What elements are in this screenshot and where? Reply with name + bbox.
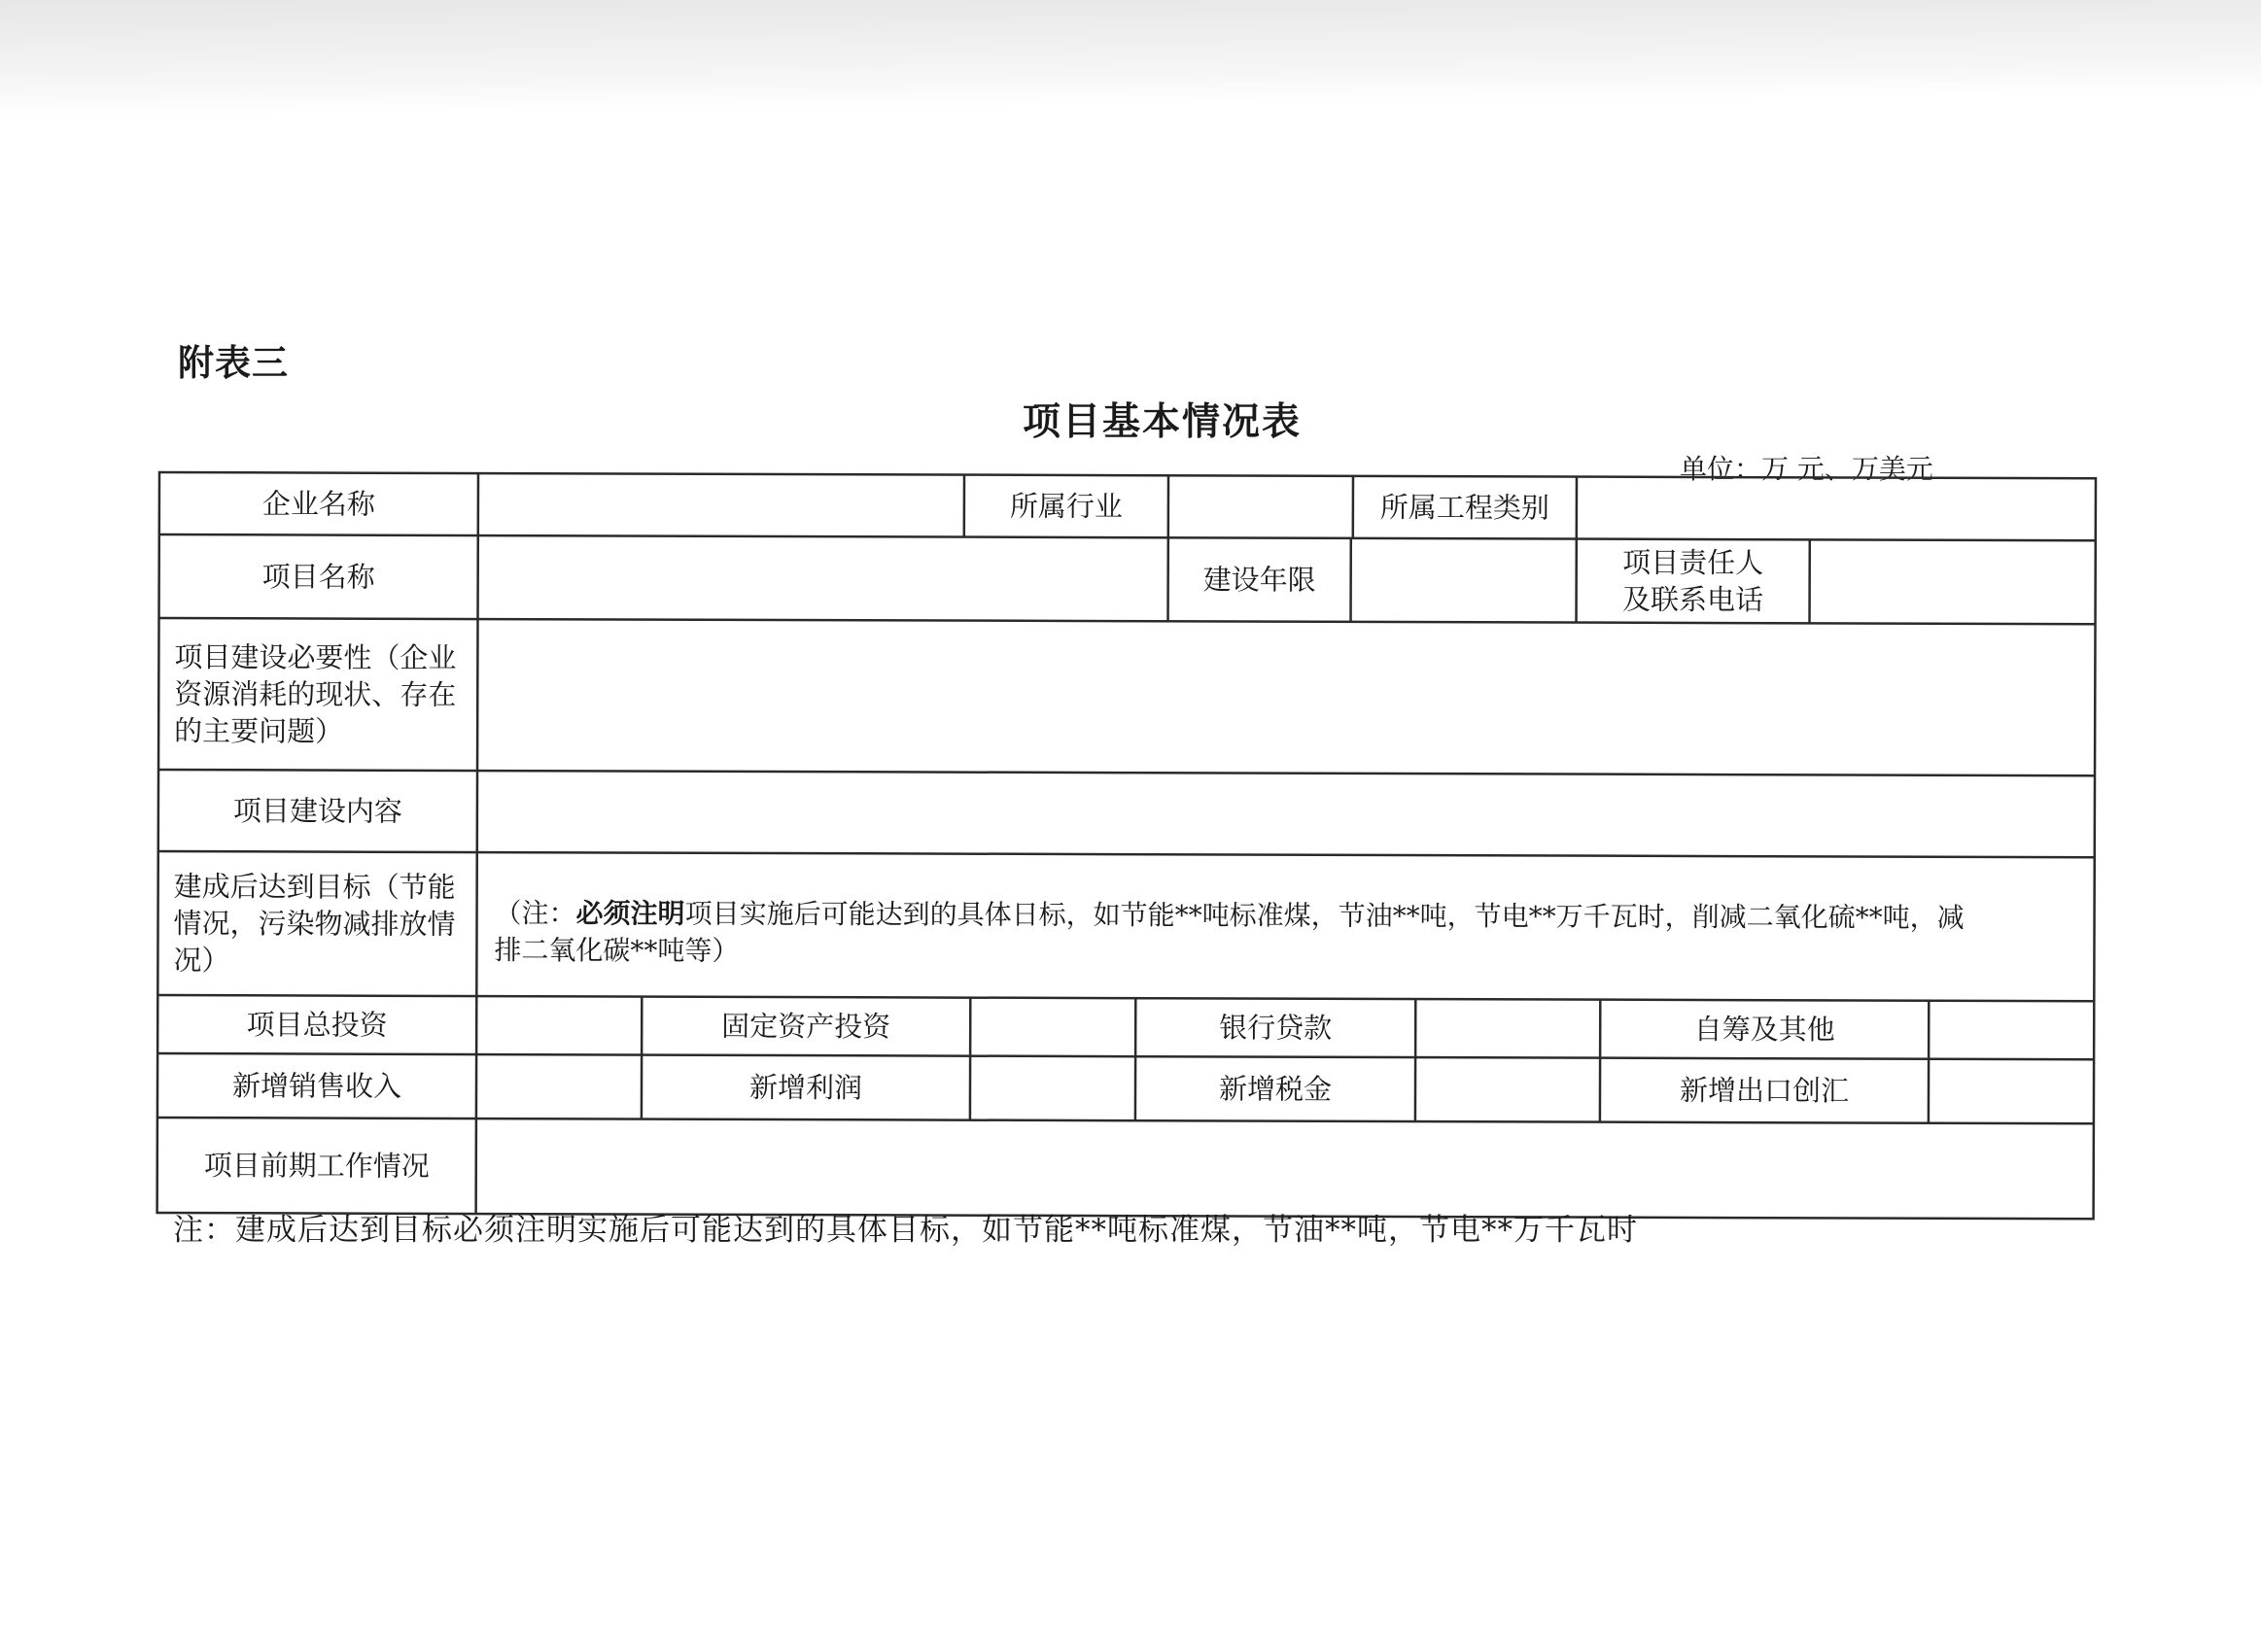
target-label bbox=[157, 851, 476, 996]
fixed-assets-label: 固定资产投资 bbox=[721, 1009, 891, 1044]
responsible-person-value[interactable] bbox=[1810, 539, 2096, 624]
company-name-value[interactable] bbox=[478, 473, 964, 537]
engineering-category-value[interactable] bbox=[1577, 477, 2096, 541]
appendix-label: 附表三 bbox=[178, 341, 289, 384]
preliminary-work-value[interactable] bbox=[476, 1119, 2094, 1219]
project-info-table bbox=[156, 470, 2102, 1224]
necessity-label-line1: 项目建设必要性（企业 bbox=[174, 640, 457, 674]
new-sales-value[interactable] bbox=[476, 1054, 642, 1119]
build-period-label: 建设年限 bbox=[1202, 563, 1316, 597]
unit-label: 单位：万 元、万美元 bbox=[1680, 453, 1933, 485]
project-name-value[interactable] bbox=[478, 535, 1168, 621]
new-profit-value[interactable] bbox=[970, 1056, 1135, 1121]
necessity-label-line3: 的主要问题） bbox=[174, 714, 344, 748]
industry-label: 所属行业 bbox=[1009, 489, 1123, 524]
target-note-prefix: （注： bbox=[494, 897, 576, 930]
self-raised-value[interactable] bbox=[1929, 1001, 2094, 1060]
footnote: 注：建成后达到目标必须注明实施后可能达到的具体目标，如节能**吨标准煤，节油**吨，节电**万千瓦时 bbox=[173, 1213, 1638, 1248]
necessity-value[interactable] bbox=[477, 619, 2095, 775]
form-title: 项目基本情况表 bbox=[1023, 399, 1303, 444]
new-profit-label: 新增利润 bbox=[748, 1070, 863, 1105]
construction-content-label: 项目建设内容 bbox=[232, 794, 402, 828]
responsible-person-label-line1: 项目责任人 bbox=[1622, 545, 1764, 580]
fixed-assets-value[interactable] bbox=[970, 998, 1135, 1057]
preliminary-work-label: 项目前期工作情况 bbox=[203, 1149, 430, 1183]
new-tax-label: 新增税金 bbox=[1218, 1072, 1333, 1106]
necessity-label-line2: 资源消耗的现状、存在 bbox=[174, 677, 457, 711]
target-label-line1: 建成后达到目标（节能 bbox=[173, 870, 456, 904]
responsible-person-label-line2: 及联系电话 bbox=[1622, 582, 1764, 617]
bank-loan-value[interactable] bbox=[1415, 999, 1600, 1058]
target-note-bold: 必须注明 bbox=[575, 897, 685, 930]
new-export-label: 新增出口创汇 bbox=[1679, 1073, 1850, 1108]
self-raised-label: 自筹及其他 bbox=[1693, 1012, 1835, 1047]
target-label-line2: 情况，污染物减排放情 bbox=[173, 907, 456, 941]
total-investment-label: 项目总投资 bbox=[246, 1008, 388, 1042]
target-note-line1: 项目实施后可能达到的具体日标，如节能**吨标准煤，节油**吨，节电**万千瓦时，削减二氧化硫**吨，减 bbox=[684, 897, 1965, 934]
new-export-value[interactable] bbox=[1929, 1059, 2094, 1124]
construction-content-value[interactable] bbox=[477, 771, 2095, 857]
target-note[interactable] bbox=[494, 895, 2088, 974]
target-note-line2: 排二氧化碳**吨等） bbox=[494, 934, 740, 967]
target-label-line3: 况） bbox=[173, 944, 230, 978]
new-sales-label: 新增销售收入 bbox=[231, 1069, 402, 1103]
scan-shadow-band bbox=[0, 0, 2261, 117]
engineering-category-label: 所属工程类别 bbox=[1379, 490, 1549, 525]
new-tax-value[interactable] bbox=[1415, 1057, 1600, 1122]
responsible-person-label bbox=[1577, 539, 1810, 624]
industry-value[interactable] bbox=[1168, 475, 1353, 538]
total-investment-value[interactable] bbox=[476, 996, 642, 1055]
build-period-value[interactable] bbox=[1351, 538, 1577, 623]
bank-loan-label: 银行贷款 bbox=[1219, 1011, 1333, 1045]
project-name-label: 项目名称 bbox=[261, 560, 375, 594]
company-name-label: 企业名称 bbox=[261, 487, 375, 521]
necessity-label bbox=[158, 618, 477, 771]
